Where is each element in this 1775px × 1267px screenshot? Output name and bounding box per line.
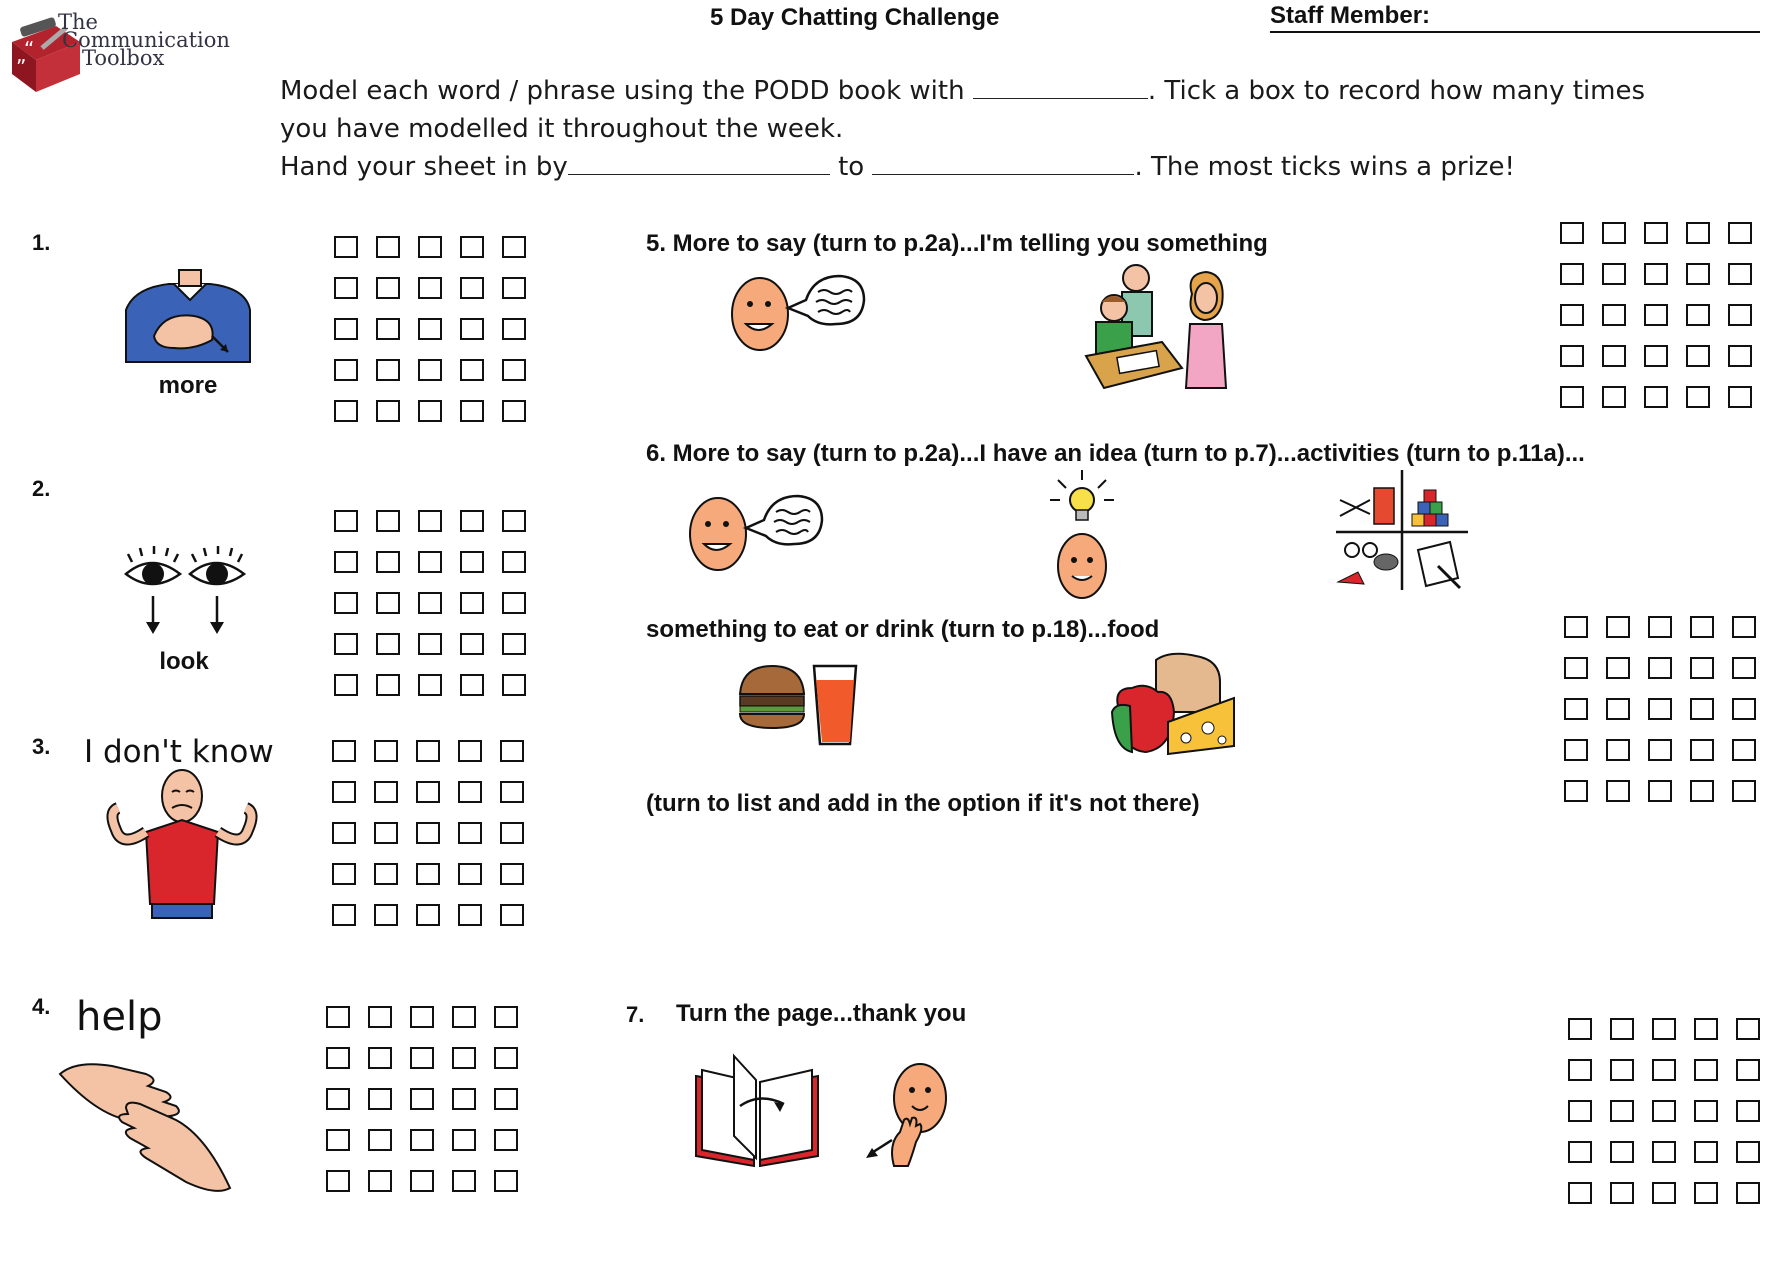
tick-box[interactable] bbox=[500, 822, 524, 844]
staff-label: Staff Member: bbox=[1270, 2, 1431, 29]
tick-box[interactable] bbox=[334, 551, 358, 573]
tick-box[interactable] bbox=[1686, 304, 1710, 326]
tick-box[interactable] bbox=[1560, 345, 1584, 367]
tick-box[interactable] bbox=[1652, 1141, 1676, 1163]
tick-box[interactable] bbox=[1690, 739, 1714, 761]
tick-box[interactable] bbox=[1732, 657, 1756, 679]
item-1-tick-grid bbox=[334, 236, 526, 424]
tick-box[interactable] bbox=[1568, 1141, 1592, 1163]
tick-box[interactable] bbox=[452, 1088, 476, 1110]
tick-box[interactable] bbox=[1690, 780, 1714, 802]
tick-box[interactable] bbox=[326, 1088, 350, 1110]
tick-box[interactable] bbox=[368, 1088, 392, 1110]
tick-box[interactable] bbox=[1644, 386, 1668, 408]
tick-box[interactable] bbox=[1602, 386, 1626, 408]
item-1-caption: more bbox=[158, 372, 218, 399]
tick-box[interactable] bbox=[376, 592, 400, 614]
tick-box[interactable] bbox=[1606, 616, 1630, 638]
food-icon bbox=[1110, 652, 1238, 758]
tick-box[interactable] bbox=[418, 633, 442, 655]
tick-box[interactable] bbox=[502, 633, 526, 655]
item-1-number: 1. bbox=[32, 230, 51, 255]
tick-box[interactable] bbox=[332, 740, 356, 762]
tick-box[interactable] bbox=[500, 740, 524, 762]
tick-box[interactable] bbox=[376, 551, 400, 573]
tick-box[interactable] bbox=[1560, 263, 1584, 285]
tick-box[interactable] bbox=[418, 674, 442, 696]
tick-box[interactable] bbox=[416, 904, 440, 926]
tick-box[interactable] bbox=[1560, 222, 1584, 244]
tick-box[interactable] bbox=[1568, 1018, 1592, 1040]
tick-box[interactable] bbox=[1732, 698, 1756, 720]
tick-box[interactable] bbox=[418, 400, 442, 422]
tick-box[interactable] bbox=[458, 781, 482, 803]
tick-box[interactable] bbox=[418, 277, 442, 299]
tick-box[interactable] bbox=[410, 1047, 434, 1069]
tick-box[interactable] bbox=[1686, 345, 1710, 367]
tick-box[interactable] bbox=[376, 277, 400, 299]
tick-box[interactable] bbox=[1690, 616, 1714, 638]
tick-box[interactable] bbox=[458, 740, 482, 762]
logo-line2: Communication bbox=[62, 28, 230, 52]
tick-box[interactable] bbox=[1690, 698, 1714, 720]
child-name-blank[interactable] bbox=[973, 74, 1148, 99]
tick-box[interactable] bbox=[1602, 263, 1626, 285]
tick-box[interactable] bbox=[460, 510, 484, 532]
instructions-line2: you have modelled it throughout the week. bbox=[280, 114, 844, 144]
page-title: 5 Day Chatting Challenge bbox=[710, 4, 1000, 31]
tick-box[interactable] bbox=[1732, 780, 1756, 802]
tick-box[interactable] bbox=[334, 592, 358, 614]
tick-box[interactable] bbox=[376, 510, 400, 532]
tick-box[interactable] bbox=[1610, 1018, 1634, 1040]
tick-box[interactable] bbox=[368, 1170, 392, 1192]
item-4-tick-grid bbox=[326, 1006, 518, 1194]
tick-box[interactable] bbox=[458, 863, 482, 885]
tick-box[interactable] bbox=[452, 1047, 476, 1069]
tick-box[interactable] bbox=[1564, 780, 1588, 802]
tick-box[interactable] bbox=[1610, 1141, 1634, 1163]
tick-box[interactable] bbox=[334, 510, 358, 532]
instructions-line3c: . The most ticks wins a prize! bbox=[1134, 152, 1515, 182]
tick-box[interactable] bbox=[1606, 780, 1630, 802]
tick-box[interactable] bbox=[1568, 1059, 1592, 1081]
tick-box[interactable] bbox=[376, 674, 400, 696]
tick-box[interactable] bbox=[376, 633, 400, 655]
tick-box[interactable] bbox=[368, 1006, 392, 1028]
tick-box[interactable] bbox=[502, 674, 526, 696]
tick-box[interactable] bbox=[1694, 1141, 1718, 1163]
tick-box[interactable] bbox=[1644, 304, 1668, 326]
tick-box[interactable] bbox=[418, 551, 442, 573]
tick-box[interactable] bbox=[1564, 739, 1588, 761]
staff-name-line[interactable] bbox=[1270, 31, 1760, 33]
tick-box[interactable] bbox=[334, 318, 358, 340]
tick-box[interactable] bbox=[1648, 616, 1672, 638]
logo-line3: Toolbox bbox=[82, 46, 165, 70]
tick-box[interactable] bbox=[410, 1006, 434, 1028]
tick-box[interactable] bbox=[374, 781, 398, 803]
tick-box[interactable] bbox=[1736, 1018, 1760, 1040]
tick-box[interactable] bbox=[502, 236, 526, 258]
tick-box[interactable] bbox=[416, 863, 440, 885]
tick-box[interactable] bbox=[418, 236, 442, 258]
tick-box[interactable] bbox=[502, 592, 526, 614]
item-2-tick-grid bbox=[334, 510, 526, 698]
tick-box[interactable] bbox=[460, 236, 484, 258]
tick-box[interactable] bbox=[1736, 1141, 1760, 1163]
tick-box[interactable] bbox=[502, 359, 526, 381]
tick-box[interactable] bbox=[376, 318, 400, 340]
tick-box[interactable] bbox=[1728, 222, 1752, 244]
item-5-tick-grid bbox=[1560, 222, 1752, 410]
tick-box[interactable] bbox=[416, 781, 440, 803]
tick-box[interactable] bbox=[1602, 304, 1626, 326]
item-4-caption: help bbox=[76, 994, 163, 1040]
tick-box[interactable] bbox=[376, 359, 400, 381]
tick-box[interactable] bbox=[502, 277, 526, 299]
tick-box[interactable] bbox=[1606, 698, 1630, 720]
tick-box[interactable] bbox=[334, 236, 358, 258]
tick-box[interactable] bbox=[452, 1006, 476, 1028]
tick-box[interactable] bbox=[502, 551, 526, 573]
tick-box[interactable] bbox=[1652, 1018, 1676, 1040]
svg-text:”: ” bbox=[16, 55, 27, 79]
instructions-line3a: Hand your sheet in by bbox=[280, 152, 568, 182]
tick-box[interactable] bbox=[332, 781, 356, 803]
tick-box[interactable] bbox=[1560, 304, 1584, 326]
tick-box[interactable] bbox=[1694, 1100, 1718, 1122]
tick-box[interactable] bbox=[416, 740, 440, 762]
tick-box[interactable] bbox=[1644, 222, 1668, 244]
tick-box[interactable] bbox=[334, 400, 358, 422]
activities-grid-icon bbox=[1334, 470, 1470, 594]
instructions-part1: Model each word / phrase using the PODD book with bbox=[280, 76, 965, 106]
instructions-line3b: to bbox=[838, 152, 865, 182]
tick-box[interactable] bbox=[1690, 657, 1714, 679]
tick-box[interactable] bbox=[1644, 263, 1668, 285]
tick-box[interactable] bbox=[376, 236, 400, 258]
tick-box[interactable] bbox=[1694, 1059, 1718, 1081]
tick-box[interactable] bbox=[1602, 222, 1626, 244]
tick-box[interactable] bbox=[1652, 1182, 1676, 1204]
idea-bulb-icon bbox=[1048, 470, 1116, 600]
tick-box[interactable] bbox=[326, 1129, 350, 1151]
more-sign-icon bbox=[124, 270, 254, 365]
tick-box[interactable] bbox=[1564, 616, 1588, 638]
tick-box[interactable] bbox=[1606, 739, 1630, 761]
item-6-heading: 6. More to say (turn to p.2a)...I have an idea (turn to p.7)...activities (turn to p.11a)... bbox=[646, 440, 1585, 467]
tick-box[interactable] bbox=[334, 359, 358, 381]
tick-box[interactable] bbox=[1686, 222, 1710, 244]
tick-box[interactable] bbox=[1686, 386, 1710, 408]
tick-box[interactable] bbox=[460, 551, 484, 573]
tick-box[interactable] bbox=[1564, 698, 1588, 720]
tick-box[interactable] bbox=[418, 510, 442, 532]
tick-box[interactable] bbox=[410, 1170, 434, 1192]
burger-drink-icon bbox=[738, 664, 860, 746]
tick-box[interactable] bbox=[1568, 1100, 1592, 1122]
tick-box[interactable] bbox=[334, 277, 358, 299]
look-eyes-icon bbox=[122, 546, 252, 636]
tick-box[interactable] bbox=[416, 822, 440, 844]
item-6-tick-grid bbox=[1564, 616, 1756, 804]
item-3-tick-grid bbox=[332, 740, 524, 928]
tick-box[interactable] bbox=[1610, 1059, 1634, 1081]
tick-box[interactable] bbox=[326, 1047, 350, 1069]
tick-box[interactable] bbox=[500, 863, 524, 885]
tick-box[interactable] bbox=[1644, 345, 1668, 367]
tick-box[interactable] bbox=[368, 1129, 392, 1151]
tick-box[interactable] bbox=[460, 277, 484, 299]
tick-box[interactable] bbox=[500, 904, 524, 926]
tick-box[interactable] bbox=[1732, 616, 1756, 638]
tick-box[interactable] bbox=[1648, 657, 1672, 679]
tick-box[interactable] bbox=[418, 592, 442, 614]
instructions bbox=[280, 72, 1700, 186]
tick-box[interactable] bbox=[1652, 1100, 1676, 1122]
tick-box[interactable] bbox=[418, 318, 442, 340]
tick-box[interactable] bbox=[494, 1088, 518, 1110]
item-3-caption: I don't know bbox=[84, 734, 274, 770]
tick-box[interactable] bbox=[1648, 739, 1672, 761]
tick-box[interactable] bbox=[494, 1006, 518, 1028]
tick-box[interactable] bbox=[1694, 1182, 1718, 1204]
tick-box[interactable] bbox=[1728, 386, 1752, 408]
tick-box[interactable] bbox=[502, 510, 526, 532]
item-2-caption: look bbox=[159, 648, 209, 675]
item-6-subheading: something to eat or drink (turn to p.18)...food bbox=[646, 616, 1160, 643]
tick-box[interactable] bbox=[460, 633, 484, 655]
item-2-number: 2. bbox=[32, 476, 51, 501]
talking-head-icon-2 bbox=[686, 484, 826, 579]
item-4-number: 4. bbox=[32, 994, 51, 1019]
book-page-icon bbox=[694, 1056, 820, 1168]
svg-text:“: “ bbox=[24, 37, 35, 61]
tick-box[interactable] bbox=[1652, 1059, 1676, 1081]
tick-box[interactable] bbox=[334, 674, 358, 696]
tick-box[interactable] bbox=[460, 400, 484, 422]
tick-box[interactable] bbox=[1686, 263, 1710, 285]
tick-box[interactable] bbox=[494, 1170, 518, 1192]
item-7-number: 7. bbox=[626, 1002, 645, 1027]
tick-box[interactable] bbox=[460, 359, 484, 381]
help-hands-icon bbox=[56, 1058, 236, 1198]
tick-box[interactable] bbox=[332, 863, 356, 885]
tick-box[interactable] bbox=[376, 400, 400, 422]
shrug-person-icon bbox=[102, 768, 262, 920]
instructions-part2: . Tick a box to record how many times bbox=[1147, 76, 1646, 106]
tick-box[interactable] bbox=[494, 1047, 518, 1069]
tick-box[interactable] bbox=[494, 1129, 518, 1151]
tick-box[interactable] bbox=[452, 1170, 476, 1192]
tick-box[interactable] bbox=[1736, 1059, 1760, 1081]
tick-box[interactable] bbox=[1602, 345, 1626, 367]
tick-box[interactable] bbox=[460, 674, 484, 696]
tick-box[interactable] bbox=[332, 904, 356, 926]
tick-box[interactable] bbox=[374, 822, 398, 844]
tick-box[interactable] bbox=[374, 863, 398, 885]
logo-line1: The bbox=[58, 10, 98, 34]
tick-box[interactable] bbox=[326, 1170, 350, 1192]
tick-box[interactable] bbox=[460, 318, 484, 340]
tick-box[interactable] bbox=[1610, 1100, 1634, 1122]
tick-box[interactable] bbox=[1568, 1182, 1592, 1204]
tick-box[interactable] bbox=[334, 633, 358, 655]
tick-box[interactable] bbox=[1564, 657, 1588, 679]
tick-box[interactable] bbox=[1694, 1018, 1718, 1040]
tick-box[interactable] bbox=[326, 1006, 350, 1028]
tick-box[interactable] bbox=[418, 359, 442, 381]
tick-box[interactable] bbox=[332, 822, 356, 844]
thank-you-icon bbox=[864, 1058, 950, 1170]
date-from-blank[interactable] bbox=[568, 150, 830, 175]
tick-box[interactable] bbox=[460, 592, 484, 614]
date-to-blank[interactable] bbox=[872, 150, 1134, 175]
tick-box[interactable] bbox=[1728, 304, 1752, 326]
tick-box[interactable] bbox=[374, 904, 398, 926]
tick-box[interactable] bbox=[1728, 345, 1752, 367]
tick-box[interactable] bbox=[502, 400, 526, 422]
item-7-heading: Turn the page...thank you bbox=[676, 1000, 967, 1027]
tick-box[interactable] bbox=[500, 781, 524, 803]
logo bbox=[6, 6, 236, 96]
tick-box[interactable] bbox=[1736, 1182, 1760, 1204]
tick-box[interactable] bbox=[1560, 386, 1584, 408]
item-3-number: 3. bbox=[32, 734, 51, 759]
item-7-tick-grid bbox=[1568, 1018, 1760, 1206]
tick-box[interactable] bbox=[410, 1129, 434, 1151]
tick-box[interactable] bbox=[1610, 1182, 1634, 1204]
telling-people-icon bbox=[1082, 264, 1242, 394]
tick-box[interactable] bbox=[452, 1129, 476, 1151]
tick-box[interactable] bbox=[368, 1047, 392, 1069]
tick-box[interactable] bbox=[1732, 739, 1756, 761]
tick-box[interactable] bbox=[458, 904, 482, 926]
tick-box[interactable] bbox=[458, 822, 482, 844]
tick-box[interactable] bbox=[1606, 657, 1630, 679]
tick-box[interactable] bbox=[1736, 1100, 1760, 1122]
talking-head-icon bbox=[728, 264, 868, 359]
tick-box[interactable] bbox=[1648, 780, 1672, 802]
tick-box[interactable] bbox=[1648, 698, 1672, 720]
tick-box[interactable] bbox=[410, 1088, 434, 1110]
tick-box[interactable] bbox=[1728, 263, 1752, 285]
tick-box[interactable] bbox=[374, 740, 398, 762]
item-5-heading: 5. More to say (turn to p.2a)...I'm telling you something bbox=[646, 230, 1268, 257]
tick-box[interactable] bbox=[502, 318, 526, 340]
item-6-note: (turn to list and add in the option if it's not there) bbox=[646, 790, 1200, 817]
